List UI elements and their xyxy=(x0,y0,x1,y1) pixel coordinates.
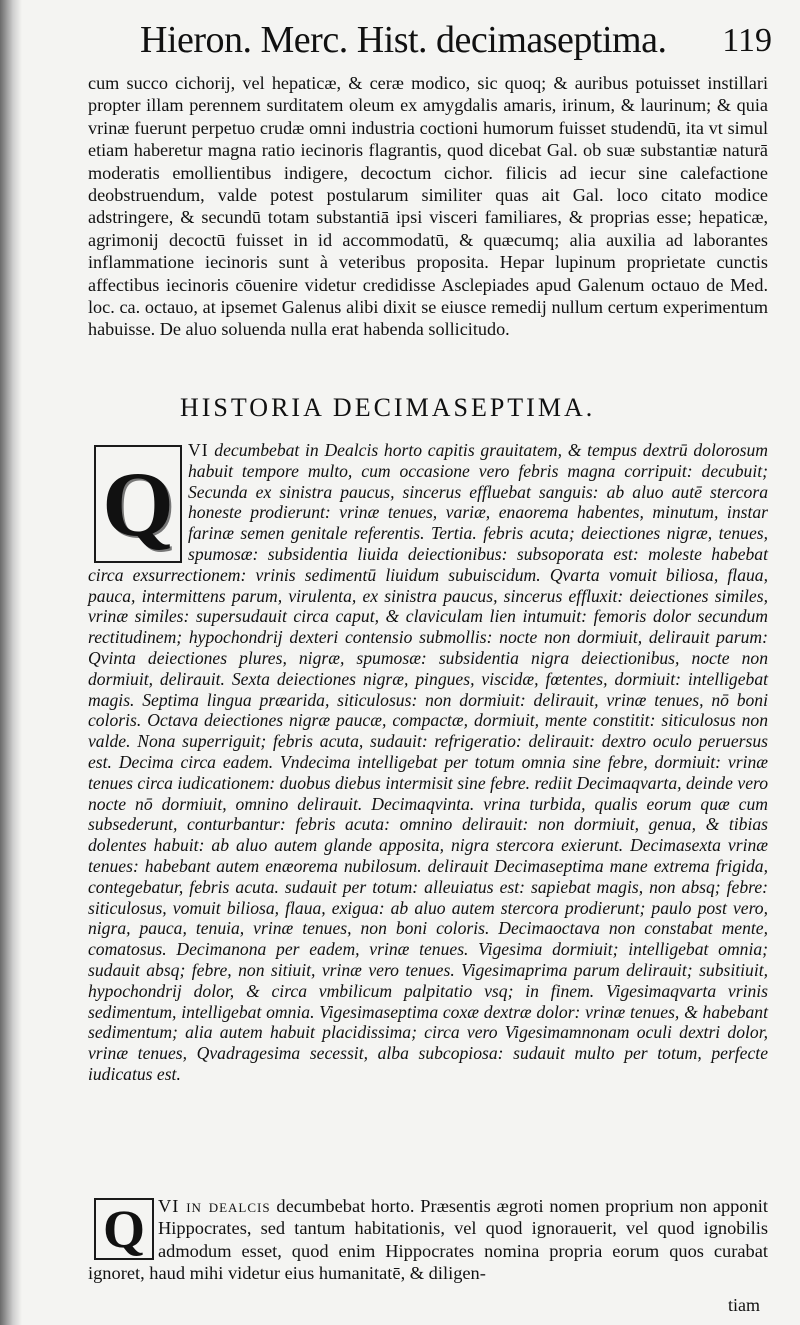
commentary xyxy=(88,1195,768,1285)
catchword: tiam xyxy=(728,1295,760,1315)
drop-cap-letter: Q xyxy=(102,453,174,555)
page-header xyxy=(140,18,780,74)
drop-cap-small-letter: Q xyxy=(102,1199,145,1259)
page-number: 119 xyxy=(722,22,772,59)
decorated-initial-small xyxy=(94,1198,154,1260)
case-opening: VI xyxy=(188,440,209,460)
intro-paragraph-text: cum succo cichorij, vel hepaticæ, & ceræ modico, sic quoq; & auribus potuisset instillari propter illam perennem surditatem oleum ex amygdalis amaris, irinum, & laurinum; & quia vrinæ fuerunt perpetuo crudæ omni industria coctioni humorum fuisset studendū, ita vt simul etiam haberetur magna ratio iecinoris flagrantis, quod dicebat Gal. ob suæ substantiæ naturā moderatis emollientibus indigere, decoctum cichor. filicis ad iecur sine calefactione deobstruendum, valde potest postularum similiter quas ait Gal. loco citato modice adstringere, & secundū totam substantiā ipsi visceri familiares, & proprias esse; hepaticæ, agrimonij decoctū fuisset in id accommodatū, & quæcumq; alia auxilia ad laborantes inflammatione iecinoris sunt à veteribus proposita. Hepar lupinum proprietate cunctis affectibus iecinoris cōuenire videtur credidisse Asclepiades apud Galenum octauo de Med. loc. ca. octauo, at ipsemet Galenus alibi dixit se eiusce remedij nullum certum experimentum habuisse. De aluo soluenda nulla erat habenda sollicitudo. xyxy=(88,73,768,340)
section-title: HISTORIA DECIMASEPTIMA. xyxy=(180,393,596,422)
running-title: Hieron. Merc. Hist. decimaseptima. xyxy=(140,19,667,61)
commentary-opening: VI in dealcis xyxy=(158,1196,271,1216)
decorated-initial xyxy=(94,445,182,563)
binding-shadow xyxy=(0,0,22,1325)
case-history-text: decumbebat in Dealcis horto capitis grauitatem, & tempus dextrū dolorosum habuit tempore multo, cum occasione vero febris magna corripuit: decubuit; Secunda ex sinistra paucus, sincerus effluebat sanguis: ab aluo autē stercora honeste prodierunt: vrinæ tenues, variæ, enaorema habentes, minutum, instar farinæ semen genitale referentis. Tertia. febris acuta; deiectiones nigræ, tenues, spumosæ: subsidentia liuida deiectionibus: subsoporata est: moleste habebat circa exsurrectionem: vrinis sedimentū liuidum subuiscidum. Qvarta vomuit biliosa, flaua, pauca, intermittens parum, virulenta, ex sinistra paucus, sincerus effluxit: deiectiones similes, vrinæ similes: supersudauit circa caput, & claviculam lien intumuit: femoris dolor secundum rectitudinem; hypochondrij dexteri contensio submollis: nocte non dormiuit, delirauit parum: Qvinta deiectiones plures, nigræ, spumosæ: subsidentia nigra deiectionibus, nocte non dormiuit, delirauit. Sexta deiectiones nigræ, pingues, viscidæ, fœtentes, dormiuit: intelligebat magis. Septima lingua præarida, siticulosus: non dormiuit: delirauit, vrinæ tenues, nō boni coloris. Octava deiectiones nigræ paucæ, compactæ, dormiuit, mente constitit: siticulosus non valde. Nona superriguit; febris acuta, sudauit: refrigeratio: delirauit: dextro oculo peruersus est. Decima circa eadem. Vndecima intelligebat per totum omnia sine febre, dormiuit: vrinæ tenues circa iudicationem: duobus diebus intermisit sine febre. rediit Decimaqvarta, deinde vero nocte nō dormiuit, omnino delirauit. Decimaqvinta. vrina turbida, qualis eorum quæ cum subsederunt, conturbantur: febris acuta: omnino delirauit: non dormiuit, genua, & tibias dolentes habuit: ab aluo autem glande apposita, nigra stercora exierunt. Decimasexta vrinæ tenues: habebant autem enæorema nubilosum. delirauit Decimaseptima mane extrema frigida, contegebatur, febris acuta. sudauit per totum: alleuiatus est: sapiebat magis, non absq; febre: siticulosus, vomuit biliosa, flaua, exigua: ab aluo autem stercora prodierunt; paulo post vero, nigra, pauca, tenuia, vrinæ tenues, non boni coloris. Decimaoctava non constabat mente, comatosus. Decimanona per eadem, vrinæ tenues. Vigesima dormiuit; intelligebat omnia; sudauit absq; febre, non sitiuit, vrinæ vero tenues. Vigesimaprima parum delirauit; subsitiuit, hypochondrij dolor, & circa vmbilicum palpitatio vsq; in finem. Vigesimaqvarta vrinis sedimentum, intelligebat omnia. Vigesimaseptima coxæ dextræ dolor: vrinæ tenues, & habebant sedimentum; alia autem habuit placidissima; circa vero Vigesimamnonam oculi dextri dolor, vrinæ tenues, Qvadragesima secessit, alba subcopiosa: sudauit multo per totum, perfecte iudicatus est. xyxy=(88,440,768,1084)
case-history xyxy=(88,440,768,1085)
commentary-text: decumbebat horto. Præsentis ægroti nomen proprium non apponit Hippocrates, sed tantum habitationis, vel quod ignorauerit, vel quod ignobilis admodum esset, quod enim Hippocrates nomina propria eorum quos curabat ignoret, haud mihi videtur eius humanitatē, & diligen- xyxy=(88,1196,768,1284)
intro-paragraph xyxy=(88,72,768,341)
